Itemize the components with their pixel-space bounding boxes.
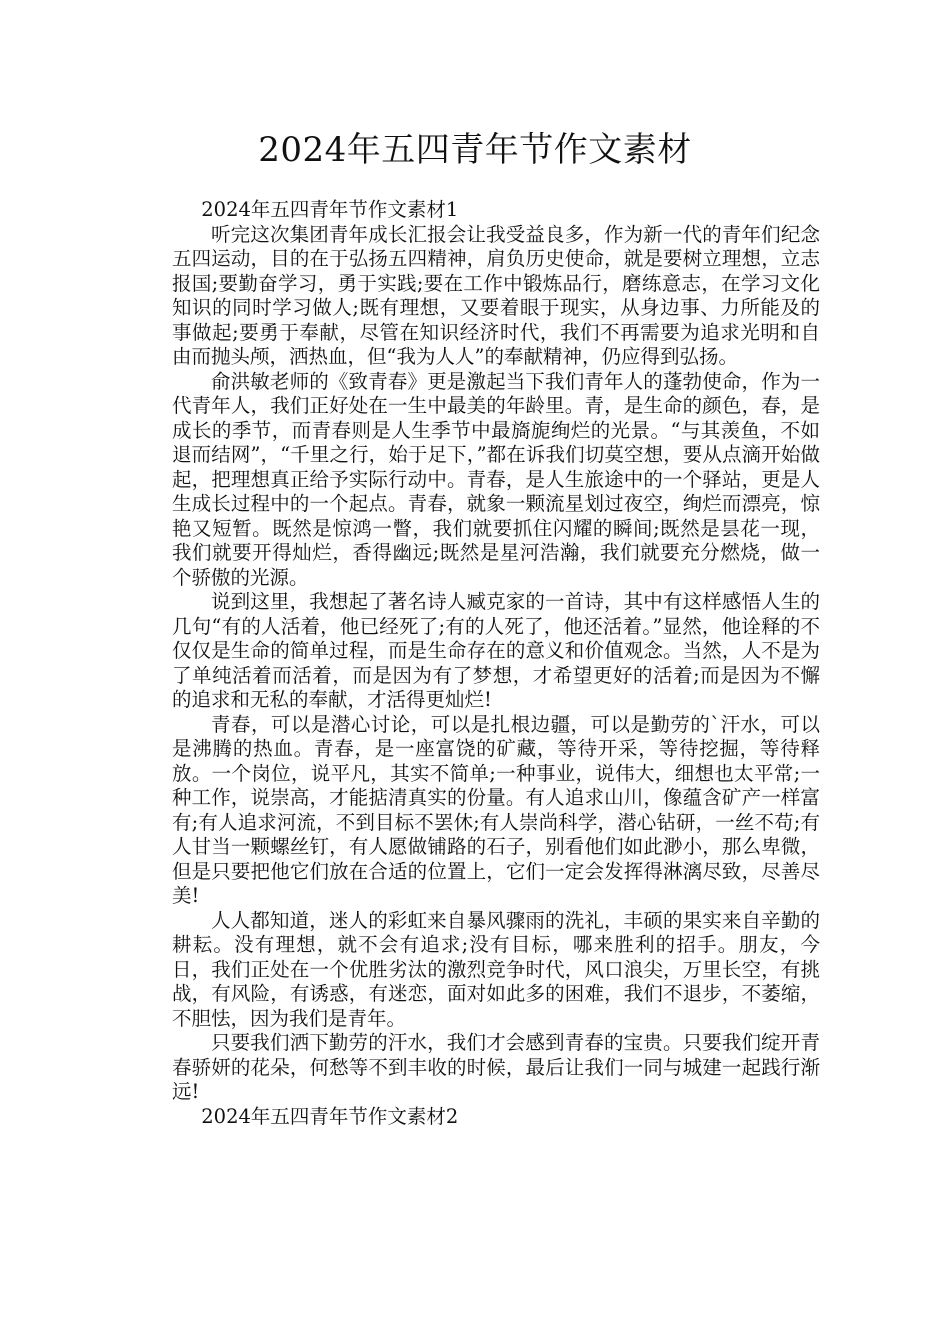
paragraph: 俞洪敏老师的《致青春》更是激起当下我们青年人的蓬勃使命，作为一代青年人，我们正好处在一生中最美的年龄里。青，是生命的颜色，春，是成长的季节，而青春则是人生季节中最旖旎绚烂的光景。“与其羡鱼，不如退而结网”，“千里之行，始于足下，”都在诉我们切莫空想，要从点滴开始做起，把理想真正给予实际行动中。青春，是人生旅途中的一个驿站，更是人生成长过程中的一个起点。青春，就象一颗流星划过夜空，绚烂而漂亮，惊艳又短暂。既然是惊鸿一瞥，我们就要抓住闪耀的瞬间;既然是昙花一现，我们就要开得灿烂，香得幽远;既然是星河浩瀚，我们就要充分燃烧，做一个骄傲的光源。 [172,369,820,589]
section-heading: 2024年五四青年节作文素材1 [201,198,459,221]
paragraph: 只要我们洒下勤劳的汗水，我们才会感到青春的宝贵。只要我们绽开青春骄妍的花朵，何愁等不到丰收的时候，最后让我们一同与城建一起践行渐远! [172,1031,820,1103]
document-body [172,198,820,1129]
section-heading: 2024年五四青年节作文素材2 [201,1104,459,1128]
paragraph: 听完这次集团青年成长汇报会让我受益良多，作为新一代的青年们纪念五四运动，目的在于弘扬五四精神，肩负历史使命，就是要树立理想，立志报国;要勤奋学习，勇于实践;要在工作中锻炼品行，磨练意志，在学习文化知识的同时学习做人;既有理想，又要着眼于现实，从身边事、力所能及的事做起;要勇于奉献，尽管在知识经济时代，我们不再需要为追求光明和自由而抛头颅，洒热血，但“我为人人”的奉献精神，仍应得到弘扬。 [172,222,820,368]
paragraph: 说到这里，我想起了著名诗人臧克家的一首诗，其中有这样感悟人生的几句“有的人活着，他已经死了;有的人死了，他还活着。”显然，他诠释的不仅仅是生命的简单过程，而是生命存在的意义和价值观念。当然，人不是为了单纯活着而活着，而是因为有了梦想，才希望更好的活着;而是因为不懈的追求和无私的奉献，才活得更灿烂! [172,590,820,711]
paragraph: 人人都知道，迷人的彩虹来自暴风骤雨的洗礼，丰硕的果实来自辛勤的耕耘。没有理想，就不会有追求;没有目标，哪来胜利的招手。朋友，今日，我们正处在一个优胜劣汰的激烈竞争时代，风口浪尖，万里长空，有挑战，有风险，有诱惑，有迷恋，面对如此多的困难，我们不退步，不萎缩，不胆怯，因为我们是青年。 [172,908,820,1030]
paragraph: 青春，可以是潜心讨论，可以是扎根边疆，可以是勤劳的`汗水，可以是沸腾的热血。青春，是一座富饶的矿藏，等待开采，等待挖掘，等待释放。一个岗位，说平凡，其实不简单;一种事业，说伟大，细想也太平常;一种工作，说崇高，才能掂清真实的份量。有人追求山川，像蕴含矿产一样富有;有人追求河流，不到目标不罢休;有人崇尚科学，潜心钻研，一丝不苟;有人甘当一颗螺丝钉，有人愿做铺路的石子，别看他们如此渺小，那么卑微，但是只要把他它们放在合适的位置上，它们一定会发挥得淋漓尽致，尽善尽美! [172,712,820,907]
document-title: 2024年五四青年节作文素材 [258,130,692,170]
